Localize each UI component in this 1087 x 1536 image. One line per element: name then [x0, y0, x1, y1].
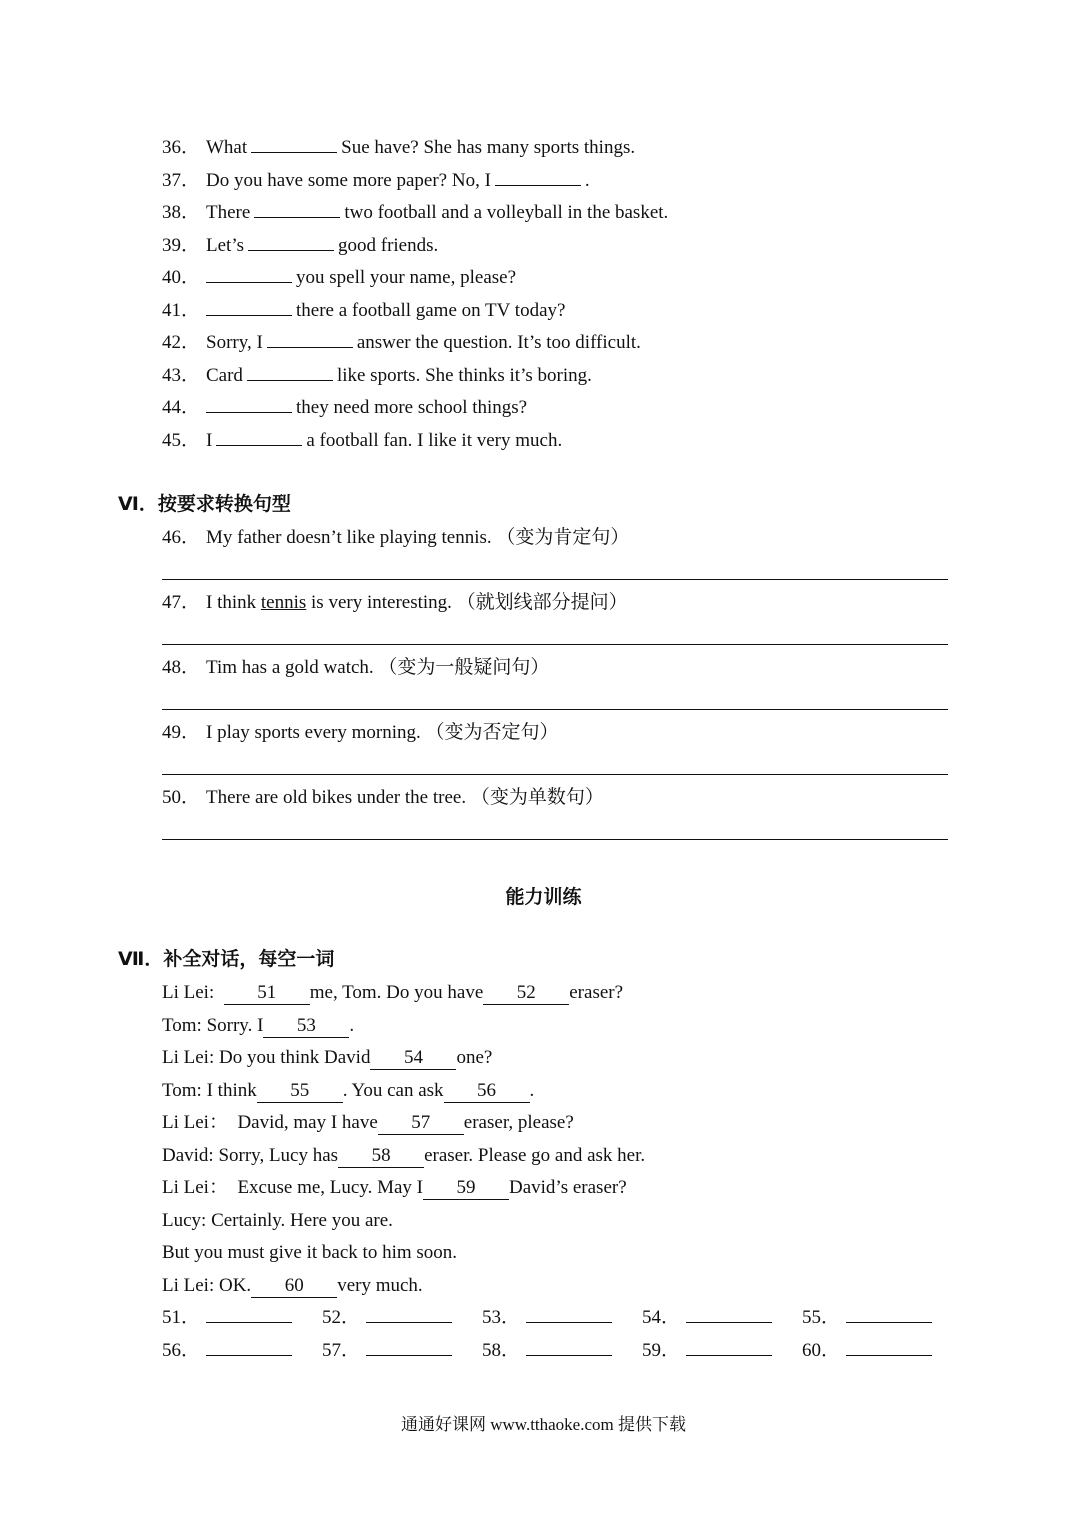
dialogue-text: one?	[456, 1047, 493, 1068]
answer-slot	[642, 1339, 772, 1363]
item-text: is very interesting. （就划线部分提问）	[306, 592, 628, 613]
item-number: 36．	[162, 137, 201, 158]
item-number: 43．	[162, 364, 201, 386]
item-text: like sports. She thinks it’s boring.	[336, 364, 592, 386]
answer-slot	[482, 1339, 612, 1363]
answer-slot	[482, 1306, 612, 1330]
exercise-item	[162, 266, 516, 290]
answer-blank[interactable]	[206, 396, 292, 413]
item-number: 42．	[162, 332, 201, 353]
item-number: 47．	[162, 592, 201, 613]
dialogue-line	[162, 1079, 534, 1103]
item-text: .	[584, 169, 590, 191]
item-text: a football fan. I like it very much.	[306, 429, 563, 451]
item-text: good friends.	[338, 234, 439, 256]
dialogue-line	[162, 1209, 393, 1233]
answer-blank[interactable]	[254, 201, 340, 218]
dialogue-line	[162, 1274, 423, 1298]
dialogue-line	[162, 1111, 574, 1135]
transform-item	[162, 721, 559, 745]
dialogue-line	[162, 1144, 645, 1168]
item-number: 49．	[162, 722, 201, 743]
item-number: 41．	[162, 299, 201, 321]
item-text: Do you have some more paper? No, I	[206, 169, 491, 191]
item-text: there a football game on TV today?	[296, 299, 566, 321]
item-text: you spell your name, please?	[296, 267, 517, 288]
numbered-gap[interactable]: 55	[257, 1080, 343, 1103]
answer-slot	[162, 1339, 292, 1363]
answer-blank[interactable]	[248, 234, 334, 251]
answer-number: 51．	[162, 1307, 201, 1328]
exercise-item	[162, 169, 590, 193]
dialogue-text: But you must give it back to him soon.	[162, 1242, 458, 1263]
item-text: Card	[206, 364, 243, 386]
dialogue-text: Li Lei： David, may I have	[162, 1112, 378, 1133]
item-text: Sorry, I	[206, 332, 263, 353]
item-number: 39．	[162, 234, 201, 256]
item-text: What	[206, 137, 248, 158]
section-7-title: Ⅶ．补全对话，每空一词	[118, 948, 335, 970]
answer-blank[interactable]	[495, 169, 581, 186]
item-text: answer the question. It’s too difficult.	[356, 332, 641, 353]
answer-slot	[322, 1339, 452, 1363]
item-number: 38．	[162, 202, 201, 223]
answer-number: 57．	[322, 1339, 361, 1361]
exercise-item	[162, 429, 562, 453]
exercise-item	[162, 201, 668, 225]
numbered-gap[interactable]: 58	[338, 1145, 424, 1168]
answer-blank[interactable]	[206, 299, 292, 316]
item-text: Let’s	[206, 234, 244, 256]
dialogue-text: Tom: I think	[162, 1079, 257, 1101]
item-text: Tim has a gold watch. （变为一般疑问句）	[206, 657, 550, 678]
dialogue-line	[162, 1046, 492, 1070]
answer-blank[interactable]	[251, 136, 337, 153]
answer-blank[interactable]	[216, 429, 302, 446]
section-6-title: Ⅵ．按要求转换句型	[118, 493, 291, 515]
answer-blank[interactable]	[846, 1339, 932, 1356]
answer-blank[interactable]	[267, 331, 353, 348]
answer-number: 58．	[482, 1339, 521, 1361]
answer-blank[interactable]	[247, 364, 333, 381]
numbered-gap[interactable]: 51	[224, 982, 310, 1005]
transform-item	[162, 786, 604, 810]
answer-slot	[162, 1306, 292, 1330]
item-number: 46．	[162, 527, 201, 548]
answer-line[interactable]	[162, 709, 948, 710]
ability-training-heading: 能力训练	[505, 886, 582, 908]
transform-item	[162, 656, 549, 680]
answer-blank[interactable]	[846, 1306, 932, 1323]
answer-row	[162, 1339, 962, 1363]
answer-blank[interactable]	[526, 1339, 612, 1356]
numbered-gap[interactable]: 57	[378, 1112, 464, 1135]
answer-blank[interactable]	[686, 1306, 772, 1323]
item-number: 37．	[162, 169, 201, 191]
answer-blank[interactable]	[206, 1306, 292, 1323]
answer-slot	[802, 1306, 932, 1330]
dialogue-text: .	[529, 1079, 535, 1101]
answer-number: 55．	[802, 1307, 841, 1328]
item-text: There are old bikes under the tree. （变为单数句）	[206, 787, 604, 808]
item-text: two football and a volleyball in the basket.	[344, 202, 669, 223]
exercise-item	[162, 234, 438, 258]
answer-blank[interactable]	[686, 1339, 772, 1356]
dialogue-line	[162, 1014, 354, 1038]
item-number: 40．	[162, 267, 201, 288]
dialogue-text: David’s eraser?	[509, 1177, 627, 1198]
numbered-gap[interactable]: 60	[251, 1275, 337, 1298]
exercise-item	[162, 136, 635, 160]
answer-line[interactable]	[162, 644, 948, 645]
dialogue-text: Li Lei: OK.	[162, 1274, 252, 1296]
item-text: they need more school things?	[296, 397, 528, 418]
exercise-item	[162, 299, 565, 323]
answer-slot	[322, 1306, 452, 1330]
dialogue-text: David: Sorry, Lucy has	[162, 1144, 339, 1166]
answer-number: 59．	[642, 1339, 681, 1361]
answer-line[interactable]	[162, 839, 948, 840]
dialogue-line	[162, 1176, 627, 1200]
underlined-word: tennis	[260, 592, 307, 613]
exercise-item	[162, 331, 641, 355]
answer-slot	[802, 1339, 932, 1363]
answer-row	[162, 1306, 962, 1330]
answer-blank[interactable]	[366, 1339, 452, 1356]
dialogue-text: Tom: Sorry. I	[162, 1014, 264, 1036]
item-number: 50．	[162, 787, 201, 808]
answer-number: 52．	[322, 1307, 361, 1328]
footer-source: 通通好课网 www.tthaoke.com 提供下载	[400, 1415, 687, 1434]
exercise-item	[162, 396, 527, 420]
dialogue-text: Li Lei:	[162, 982, 224, 1003]
item-text: My father doesn’t like playing tennis. （变为肯定句）	[206, 527, 630, 548]
dialogue-text: very much.	[337, 1274, 423, 1296]
numbered-gap[interactable]: 53	[263, 1015, 349, 1038]
dialogue-line	[162, 1241, 457, 1265]
answer-number: 54．	[642, 1307, 681, 1328]
dialogue-text: .	[349, 1014, 355, 1036]
item-text: There	[206, 202, 251, 223]
dialogue-text: eraser. Please go and ask her.	[424, 1144, 646, 1166]
dialogue-text: eraser, please?	[463, 1112, 574, 1133]
answer-number: 60．	[802, 1339, 841, 1361]
answer-blank[interactable]	[206, 266, 292, 283]
dialogue-text: eraser?	[569, 982, 624, 1003]
answer-number: 53．	[482, 1307, 521, 1328]
answer-blank[interactable]	[206, 1339, 292, 1356]
answer-blank[interactable]	[366, 1306, 452, 1323]
dialogue-text: Lucy: Certainly. Here you are.	[162, 1209, 393, 1231]
dialogue-text: me, Tom. Do you have	[309, 982, 484, 1003]
item-number: 45．	[162, 429, 201, 451]
numbered-gap[interactable]: 59	[423, 1177, 509, 1200]
dialogue-text: Li Lei： Excuse me, Lucy. May I	[162, 1177, 423, 1198]
item-text: I play sports every morning. （变为否定句）	[206, 722, 559, 743]
answer-line[interactable]	[162, 579, 948, 580]
transform-item	[162, 526, 629, 550]
transform-item	[162, 591, 628, 615]
item-number: 48．	[162, 657, 201, 678]
exercise-item	[162, 364, 592, 388]
answer-blank[interactable]	[526, 1306, 612, 1323]
item-text: I	[206, 429, 213, 451]
numbered-gap[interactable]: 56	[444, 1080, 530, 1103]
item-text: Sue have? She has many sports things.	[341, 137, 636, 158]
numbered-gap[interactable]: 54	[370, 1047, 456, 1070]
answer-number: 56．	[162, 1339, 201, 1361]
dialogue-text: . You can ask	[342, 1079, 444, 1101]
answer-line[interactable]	[162, 774, 948, 775]
numbered-gap[interactable]: 52	[483, 982, 569, 1005]
item-text: I think	[206, 592, 261, 613]
item-number: 44．	[162, 397, 201, 418]
answer-slot	[642, 1306, 772, 1330]
dialogue-text: Li Lei: Do you think David	[162, 1047, 371, 1068]
dialogue-line	[162, 981, 623, 1005]
